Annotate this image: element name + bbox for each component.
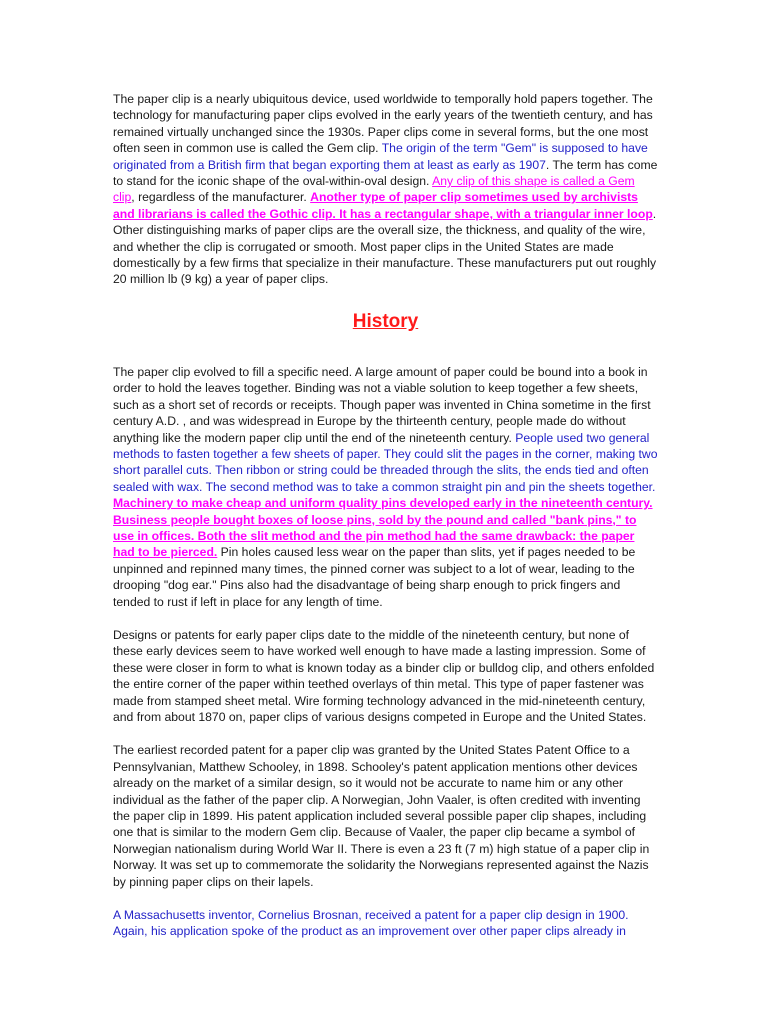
history-paragraph-2: Designs or patents for early paper clips date to the middle of the nineteenth century, but none of these early devices seem to have worked well enough to have made a lasting impression. Some of these were closer in form to what is known today as a binder clip or bulldog clip, and others enfolded the entire corner of the paper within teethed overlays of thin metal. This type of paper fastener was made from stamped sheet metal. Wire forming technology advanced in the mid-nineteenth century, and from about 1870 on, paper clips of various designs competed in Europe and the United States. (113, 627, 655, 724)
history-paragraph-4: A Massachusetts inventor, Cornelius Brosnan, received a patent for a paper clip design in 1900. Again, his application spoke of the product as an improvement over other paper clips already in (113, 908, 629, 939)
history-blue-text: People used two general methods to fasten together a few sheets of paper. They could slit the pages in the corner, making two short parallel cuts. Then ribbon or string could be threaded through the slits, the ends tied and often sealed with wax. The second method was to take a common straight pin and pin the sheets together. (113, 430, 658, 494)
history-pink-bold-text: Machinery to make cheap and uniform quality pins developed early in the nineteenth century. Business people bought boxes of loose pins, sold by the pound and called "bank pins," to use in offices. Both the slit method and the pin method had the same drawback: the paper had to be pierced. (113, 496, 653, 560)
intro-text: . The term has come to stand for the iconic shape of the oval-within-oval design. (113, 157, 658, 189)
intro-pink-bold-text: Another type of paper clip sometimes used by archivists and librarians is called the Gothic clip. It has a rectangular shape, with a triangular inner loop (113, 190, 653, 221)
document-body (113, 91, 658, 957)
history-text: Pin holes caused less wear on the paper than slits, yet if pages needed to be unpinned and repinned many times, the pinned corner was subject to a lot of wear, leading to the drooping "dog ear." Pins also had the disadvantage of being sharp enough to prick fingers and tended to rust if left in place for any length of time. (113, 545, 636, 609)
intro-pink-underlined-text: Any clip of this shape is called a Gem clip (113, 174, 635, 205)
intro-text: , regardless of the manufacturer. (131, 190, 307, 205)
intro-paragraph (113, 91, 658, 288)
history-paragraph-3: The earliest recorded patent for a paper clip was granted by the United States Patent Office to a Pennsylvanian, Matthew Schooley, in 1898. Schooley's patent application mentions other devices already on the market of a similar design, so it would not be accurate to name him or any other individual as the father of the paper clip. A Norwegian, John Vaaler, is often credited with inventing the paper clip in 1899. His patent application included several possible paper clip shapes, including one that is similar to the modern Gem clip. Because of Vaaler, the paper clip became a symbol of Norwegian nationalism during World War II. There is even a 23 ft (7 m) high statue of a paper clip in Norway. It was set up to commemorate the solidarity the Norwegians represented against the Nazis by pinning paper clips on their lapels. (113, 743, 650, 889)
history-paragraph-1 (113, 364, 658, 610)
intro-blue-text: The origin of the term "Gem" is supposed to have originated from a British firm that began exporting them at least as early as 1907 (113, 141, 648, 172)
intro-text: . Other distinguishing marks of paper clips are the overall size, the thickness, and quality of the wire, and whether the clip is corrugated or smooth. Most paper clips in the United States are made domestically by a few firms that specialize in their manufacture. These manufacturers put out roughly 20 million lb (9 kg) a year of paper clips. (113, 206, 657, 287)
history-heading: History (352, 310, 419, 332)
intro-text: The paper clip is a nearly ubiquitous device, used worldwide to temporally hold papers together. The technology for manufacturing paper clips evolved in the early years of the twentieth century, and has remained virtually unchanged since the 1930s. Paper clips come in several forms, but the one most often seen in common use is called the Gem clip. (113, 92, 653, 156)
history-text: The paper clip evolved to fill a specific need. A large amount of paper could be bound into a book in order to hold the leaves together. Binding was not a viable solution to keep together a few sheets, such as a short set of records or receipts. Though paper was invented in China sometime in the first century A.D. , and was widespread in Europe by the thirteenth century, people made do without anything like the modern paper clip until the end of the nineteenth century. (113, 364, 651, 445)
